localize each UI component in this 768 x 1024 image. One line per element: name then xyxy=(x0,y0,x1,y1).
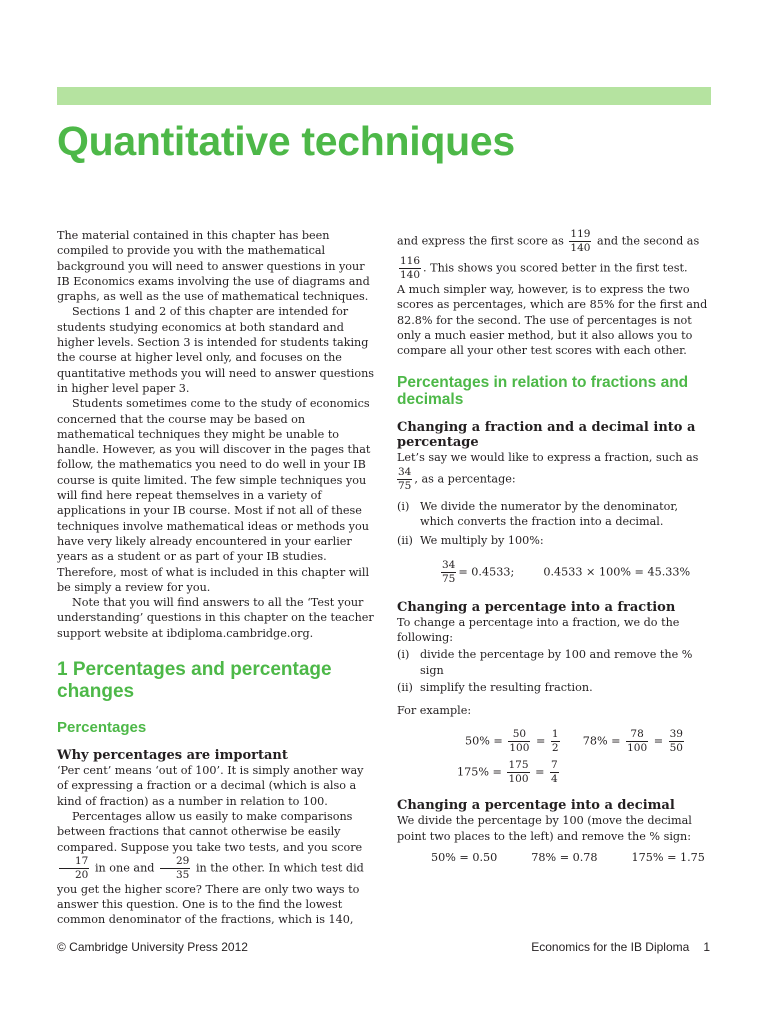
fraction: $\frac{119}{140}$ xyxy=(570,228,591,254)
body-paragraph: Let’s say we would like to express a fraction, such as $\frac{34}{75}$ , as a percentage: xyxy=(397,451,699,492)
body-paragraph: Percentages allow us easily to make comparisons between fractions that cannot otherwise be easily compared. Suppose you take two tests, and you score $\frac{17}{20}$ in one and $\frac{29}{35}$ in the other. In which test did you get the higher score? There are only two ways to answer this question. One is to the find the lowest common denominator of the fractions, which is 140, xyxy=(57,809,364,927)
fraction: $\frac{29}{35}$ xyxy=(160,855,190,882)
body-paragraph: To change a percentage into a fraction, we do the following: xyxy=(397,615,680,644)
steps-list xyxy=(397,647,715,695)
page-number: 1 xyxy=(703,940,710,954)
decimal-results xyxy=(431,850,715,865)
fraction: $\frac{1}{2}$ xyxy=(551,728,559,755)
intro-paragraph: The material contained in this chapter has been compiled to provide you with the mathematical background you will need to answer questions in your IB Economics exams involving the use of diagrams and graphs, as well as the use of mathematical techniques. xyxy=(57,229,370,304)
footer-copyright: © Cambridge University Press 2012 xyxy=(57,940,248,954)
fraction: $\frac{78}{100}$ xyxy=(627,728,648,755)
body-paragraph: We divide the percentage by 100 (move the decimal point two places to the left) and remove the % sign: xyxy=(397,814,692,843)
list-item: (i) We divide the numerator by the denominator, which converts the fraction into a decimal. xyxy=(397,499,679,529)
example-equation: 175% = $\frac{175}{100}$ = $\frac{7}{4}$ xyxy=(457,759,558,786)
result-value: 175% = 1.75 xyxy=(631,851,705,865)
body-paragraph: and express the first score as $\frac{119}{140}$ and the second as $\frac{116}{140}$ . This shows you scored better in the first test. xyxy=(397,228,700,281)
section-heading: 1 Percentages and percentage changes xyxy=(57,659,332,703)
right-column xyxy=(397,228,715,865)
list-item: (i) divide the percentage by 100 and remove the % sign xyxy=(397,648,693,677)
body-paragraph: A much simpler way, however, is to express the two scores as percentages, which are 85% for the first and 82.8% for the second. The use of percentages is not only a much easier method, but it also allows you to compare all your other test scores with each other. xyxy=(397,283,708,358)
equation: $\frac{34}{75}$ = 0.4533; 0.4533 × 100% = 45.33% xyxy=(442,558,691,585)
result-value: 50% = 0.50 xyxy=(431,851,498,865)
footer-book-title: Economics for the IB Diploma 1 xyxy=(531,940,710,954)
topic-heading: Changing a fraction and a decimal into a percentage xyxy=(397,420,696,451)
list-item: (ii) We multiply by 100%: xyxy=(397,534,544,548)
header-band xyxy=(57,87,711,105)
topic-heading: Changing a percentage into a decimal xyxy=(397,798,675,814)
subsection-heading: Percentages xyxy=(57,719,147,737)
fraction: $\frac{34}{75}$ xyxy=(398,465,412,492)
fraction: $\frac{39}{50}$ xyxy=(669,728,683,755)
topic-heading: Why percentages are important xyxy=(57,748,288,764)
body-paragraph: ‘Per cent’ means ‘out of 100’. It is simply another way of expressing a fraction or a decimal (which is also a kind of fraction) as a number in relation to 100. xyxy=(57,764,364,808)
steps-list xyxy=(397,499,715,549)
topic-heading: Changing a percentage into a fraction xyxy=(397,599,676,615)
example-equation: 50% = $\frac{50}{100}$ = $\frac{1}{2}$ 78% = $\frac{78}{100}$ = $\frac{39}{50}$ xyxy=(465,728,683,755)
list-item: (ii) simplify the resulting fraction. xyxy=(397,680,593,694)
section-heading: Percentages in relation to fractions and decimals xyxy=(397,374,689,409)
fraction: $\frac{34}{75}$ xyxy=(442,558,456,585)
example-label: For example: xyxy=(397,704,472,718)
fraction: $\frac{116}{140}$ xyxy=(400,255,421,281)
fraction: $\frac{50}{100}$ xyxy=(509,728,530,755)
left-column xyxy=(57,228,375,928)
intro-paragraph: Students sometimes come to the study of economics concerned that the course may be based on mathematical techniques they might be unable to handle. However, as you will discover in the pages that follow, the mathematics you need to do well in your IB course is quite limited. The few simple techniques you will find here repeat themselves in a variety of applications in your IB course. Most if not all of these techniques involve mathematical ideas or methods you have very likely already encountered in your earlier years as a student or as part of your IB studies. Therefore, most of what is included in this chapter will be simply a review for you. xyxy=(57,397,371,594)
intro-paragraph: Note that you will find answers to all the ‘Test your understanding’ questions in this chapter on the teacher support website at ibdiploma.cambridge.org. xyxy=(57,596,374,640)
intro-paragraph: Sections 1 and 2 of this chapter are intended for students studying economics at both standard and higher levels. Section 3 is intended for students taking the course at higher level only, and focuses on the quantitative methods you will need to answer questions in higher level paper 3. xyxy=(57,305,375,395)
chapter-title: Quantitative techniques xyxy=(57,118,515,164)
fraction: $\frac{17}{20}$ xyxy=(59,855,89,882)
fraction: $\frac{7}{4}$ xyxy=(551,759,558,786)
result-value: 78% = 0.78 xyxy=(531,851,598,865)
fraction: $\frac{175}{100}$ xyxy=(508,759,529,786)
